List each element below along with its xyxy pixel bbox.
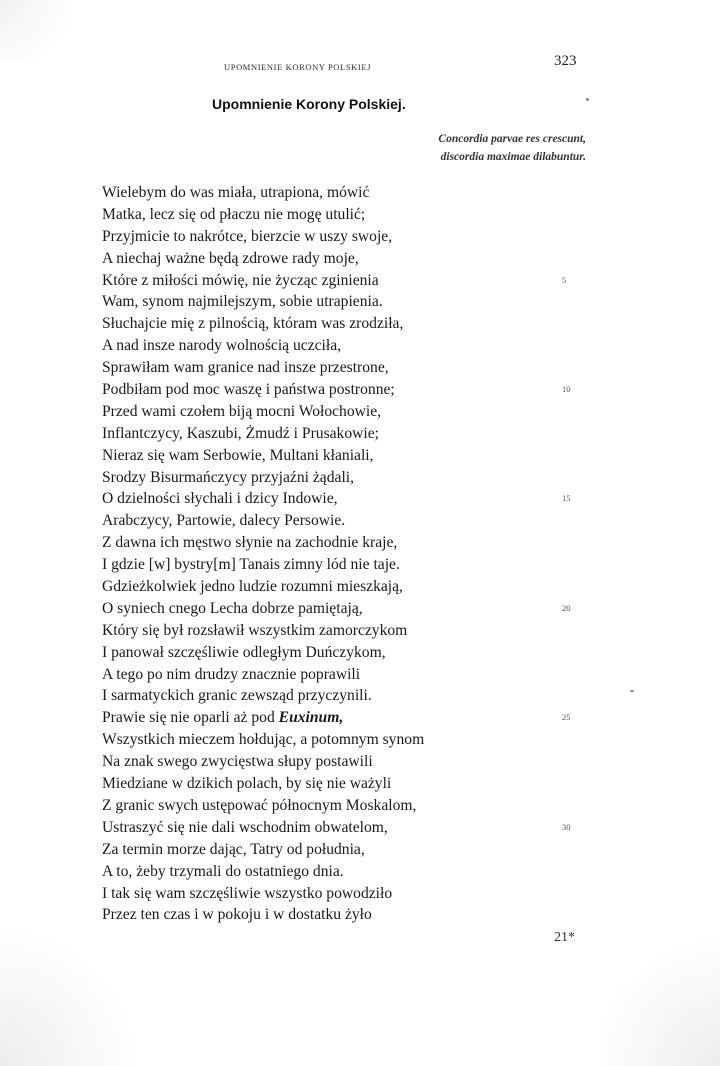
verse-text: Słuchajcie mię z pilnością, któram was zrodziła,: [102, 315, 404, 333]
verse-text: Matka, lecz się od płaczu nie mogę utulić;: [102, 205, 366, 223]
verse-line: [102, 707, 582, 729]
verse-line: [102, 904, 582, 926]
line-number: 25: [562, 712, 571, 723]
verse-line: [102, 313, 582, 335]
paper-stain: [600, 926, 720, 1066]
verse-line: [102, 379, 582, 401]
page-number: 323: [554, 53, 577, 69]
verse-text: Miedziane w dzikich polach, by się nie ważyli: [102, 775, 392, 793]
verse-line: [102, 291, 582, 313]
verse-text: A tego po nim drudzy znacznie poprawili: [102, 665, 361, 683]
verse-line: [102, 226, 582, 248]
verse-text: I sarmatyckich granic zewsząd przyczynili.: [102, 687, 372, 705]
verse-text: Wam, synom najmilejszym, sobie utrapienia.: [102, 293, 383, 311]
verse-text: Arabczycy, Partowie, dalecy Persowie.: [102, 512, 346, 530]
verse-line: [102, 335, 582, 357]
verse-line: [102, 729, 582, 751]
paper-stain: [0, 926, 140, 1066]
verse-text: Wszystkich mieczem hołdując, a potomnym synom: [102, 731, 425, 749]
verse-text: Za termin morze dając, Tatry od południa,: [102, 840, 365, 858]
verse-line: [102, 773, 582, 795]
verse-line: [102, 861, 582, 883]
verse-text: A nad insze narody wolnością uczciła,: [102, 337, 342, 355]
paper-speck: [630, 690, 634, 692]
verse-text: Które z miłości mówię, nie życząc zginienia: [102, 271, 379, 289]
line-number: 5: [562, 274, 567, 285]
verse-line: [102, 488, 582, 510]
running-head: UPOMNIENIE KORONY POLSKIEJ: [224, 62, 372, 72]
verse-line: [102, 445, 582, 467]
verse-line: [102, 204, 582, 226]
verse-text: O dzielności słychali i dzicy Indowie,: [102, 490, 338, 508]
verse-line: [102, 839, 582, 861]
verse-line: [102, 817, 582, 839]
verse-text: Przed wami czołem biją mocni Wołochowie,: [102, 402, 382, 420]
epigraph-line: Concordia parvae res crescunt,: [438, 133, 586, 145]
verse-line: [102, 182, 582, 204]
verse-line: [102, 401, 582, 423]
verse-text: Przyjmicie to nakrótce, bierzcie w uszy swoje,: [102, 227, 393, 245]
epigraph-line: discordia maximae dilabuntur.: [440, 151, 586, 163]
verse-text: A to, żeby trzymali do ostatniego dnia.: [102, 862, 344, 880]
verse-line: [102, 467, 582, 489]
verse-text: I gdzie [w] bystry[m] Tanais zimny lód nie taje.: [102, 556, 400, 574]
verse-line: [102, 620, 582, 642]
verse-text: Prawie się nie oparli aż pod: [102, 709, 279, 727]
verse-line: [102, 510, 582, 532]
verse-line: [102, 423, 582, 445]
verse-text: Przez ten czas i w pokoju i w dostatku żyło: [102, 906, 372, 924]
verse-text: Z granic swych ustępować północnym Moskalom,: [102, 796, 417, 814]
paper-speck: [586, 98, 589, 101]
verse-line: [102, 532, 582, 554]
verse-line: [102, 664, 582, 686]
verse-line: [102, 554, 582, 576]
verse-text: Sprawiłam wam granice nad insze przestrone,: [102, 359, 389, 377]
verse-line: [102, 357, 582, 379]
verse-line: [102, 270, 582, 292]
verse-text: Podbiłam pod moc waszę i państwa postronne;: [102, 381, 395, 399]
verse-text: Gdzieżkolwiek jedno ludzie rozumni mieszkają,: [102, 578, 403, 596]
line-number: 20: [562, 602, 571, 613]
verse-text: Z dawna ich męstwo słynie na zachodnie kraje,: [102, 534, 398, 552]
verse-line: [102, 685, 582, 707]
poem-body: [102, 182, 582, 926]
verse-text: Srodzy Bisurmańczycy przyjaźni żądali,: [102, 468, 355, 486]
verse-line: [102, 598, 582, 620]
verse-line: [102, 642, 582, 664]
signature-mark: 21*: [554, 930, 575, 945]
verse-text: Ustraszyć się nie dali wschodnim obwatelom,: [102, 818, 388, 836]
verse-text: Który się był rozsławił wszystkim zamorczykom: [102, 621, 408, 639]
verse-text: Na znak swego zwycięstwa słupy postawili: [102, 753, 373, 771]
verse-text: A niechaj ważne będą zdrowe rady moje,: [102, 249, 359, 267]
verse-line: [102, 795, 582, 817]
epigraph: [438, 130, 586, 166]
verse-text: O syniech cnego Lecha dobrze pamiętają,: [102, 599, 363, 617]
poem-title: Upomnienie Korony Polskiej.: [212, 96, 406, 112]
verse-text: Inflantczycy, Kaszubi, Żmudź i Prusakowie;: [102, 424, 379, 442]
verse-line: [102, 576, 582, 598]
verse-italic-text: Euxinum,: [278, 709, 344, 727]
verse-line: [102, 248, 582, 270]
verse-line: [102, 883, 582, 905]
line-number: 30: [562, 821, 571, 832]
line-number: 10: [562, 384, 571, 395]
line-number: 15: [562, 493, 571, 504]
verse-text: Wielebym do was miała, utrapiona, mówić: [102, 184, 370, 201]
verse-text: I tak się wam szczęśliwie wszystko powodziło: [102, 884, 393, 902]
verse-text: I panował szczęśliwie odległym Duńczykom,: [102, 643, 386, 661]
verse-line: [102, 751, 582, 773]
verse-text: Nieraz się wam Serbowie, Multani kłaniali,: [102, 446, 374, 464]
paper-stain: [0, 0, 90, 60]
